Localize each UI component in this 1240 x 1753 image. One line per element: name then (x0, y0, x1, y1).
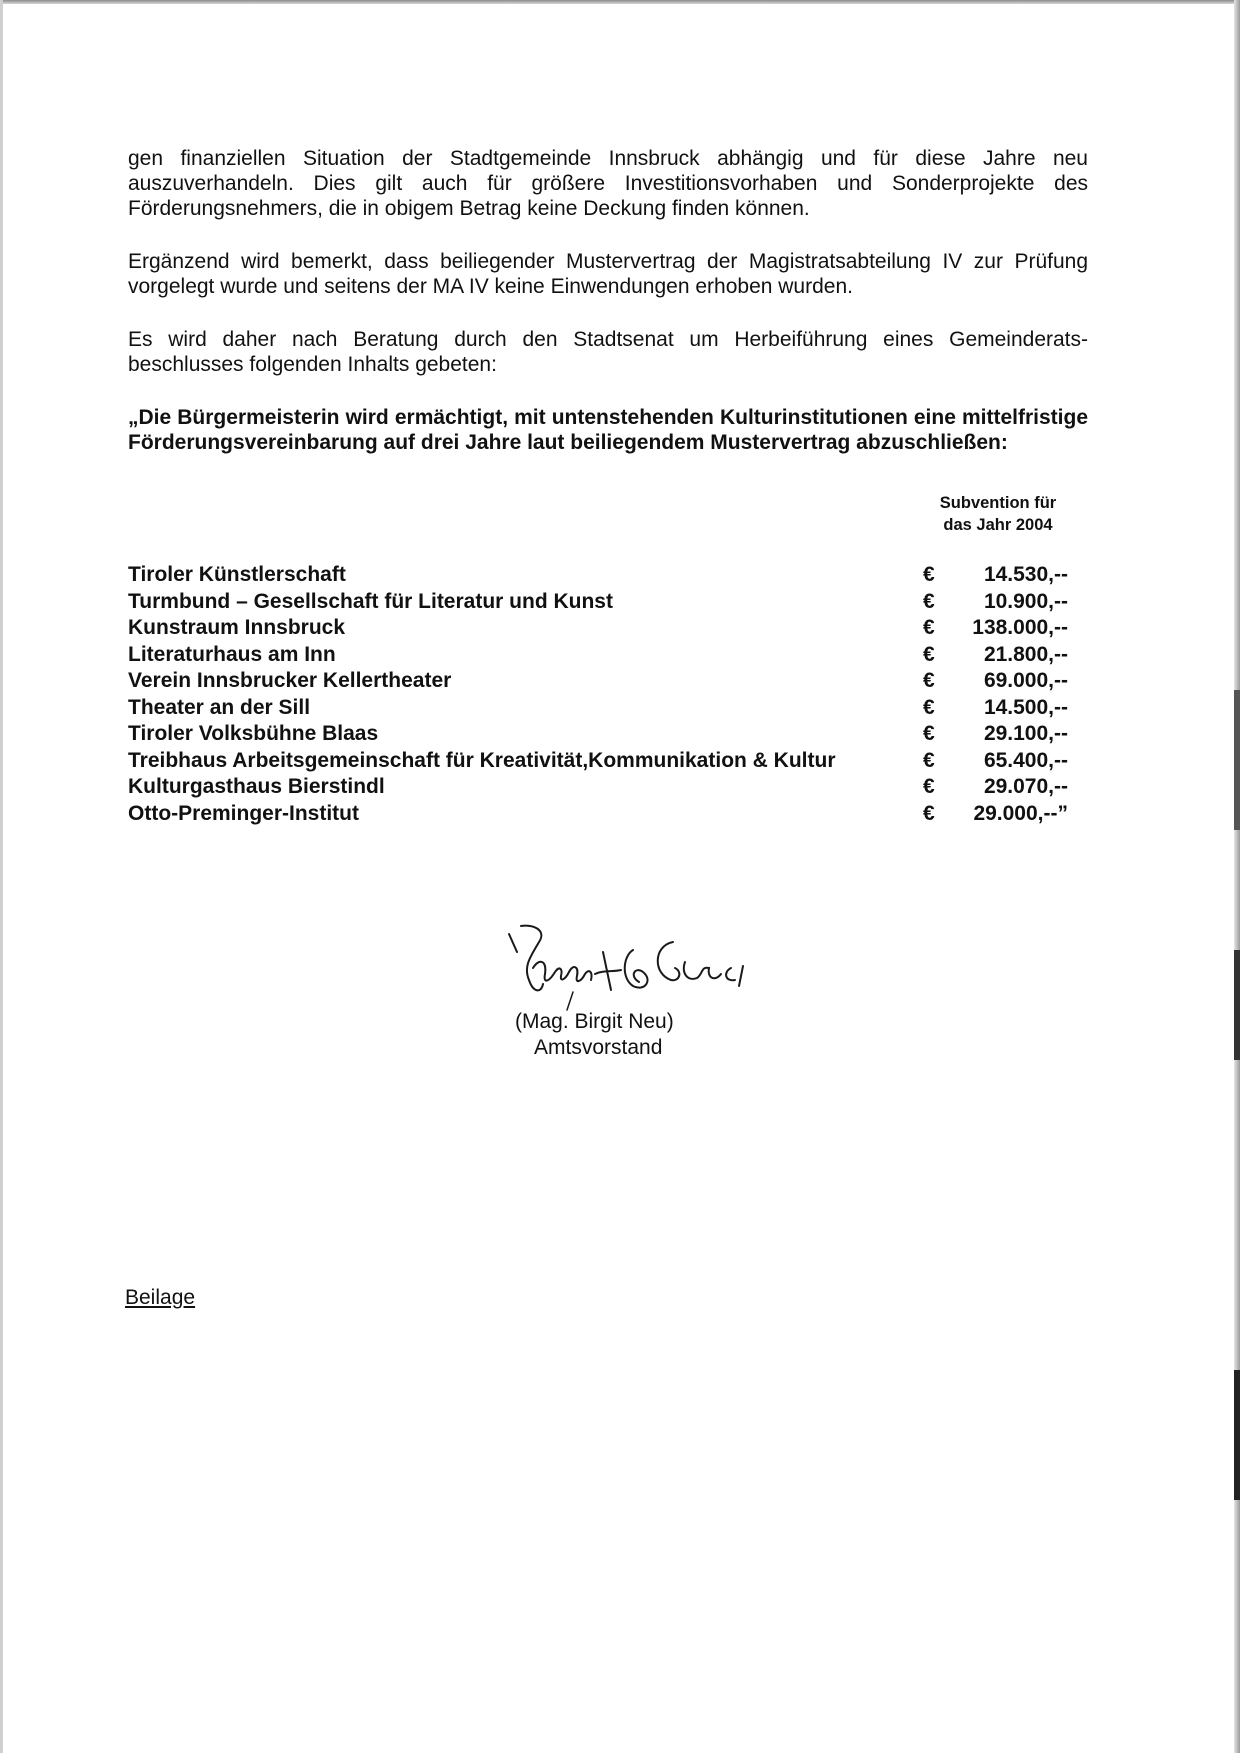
subsidy-amount: 69.000,-- (983, 669, 1068, 692)
attachment-label: Beilage (125, 1286, 196, 1309)
table-row (128, 562, 1088, 589)
scan-streak (1234, 950, 1240, 1060)
scan-streak (1234, 1370, 1240, 1500)
table-row (128, 695, 1088, 722)
paragraph-council-request: Es wird daher nach Beratung durch den Stadtsenat um Herbeiführung eines Gemeinderats-beschlusses folgenden Inhalts gebeten: (128, 328, 1088, 376)
institution-name: Kulturgasthaus Bierstindl (128, 775, 385, 798)
handwritten-signature (503, 922, 763, 1012)
subsidy-amount: 29.000,--” (973, 801, 1068, 825)
signatory-name: (Mag. Birgit Neu) (515, 1010, 674, 1033)
table-row (128, 615, 1088, 642)
institution-name: Theater an der Sill (128, 695, 311, 719)
currency-symbol: € (923, 563, 935, 586)
institution-name: Literaturhaus am Inn (128, 642, 336, 666)
currency-symbol: € (923, 642, 935, 666)
subsidy-table (128, 562, 1088, 827)
currency-symbol: € (923, 801, 935, 825)
table-row (128, 774, 1088, 801)
subsidy-amount: 10.900,-- (983, 589, 1068, 613)
paragraph-contract-review: Ergänzend wird bemerkt, dass beiliegender Mustervertrag der Magistratsabteilung IV zur Prüfung vorgelegt wurde und seitens der MA IV keine Einwendungen erhoben wurden. (128, 250, 1088, 298)
currency-symbol: € (923, 669, 935, 692)
currency-symbol: € (923, 748, 935, 772)
table-row (128, 748, 1088, 775)
subsidy-amount: 21.800,-- (983, 642, 1068, 666)
currency-symbol: € (923, 722, 935, 745)
currency-symbol: € (923, 589, 935, 613)
subsidy-amount: 29.100,-- (983, 722, 1068, 745)
institution-name: Verein Innsbrucker Kellertheater (128, 669, 452, 692)
subsidy-amount: 29.070,-- (983, 775, 1068, 798)
institution-name: Kunstraum Innsbruck (128, 616, 346, 639)
document-page (125, 146, 1088, 1309)
table-row (128, 589, 1088, 616)
table-row (128, 801, 1088, 828)
scan-streak (1234, 690, 1240, 830)
institution-name: Tiroler Künstlerschaft (128, 563, 346, 586)
subsidy-amount: 14.500,-- (983, 695, 1068, 719)
table-row (128, 668, 1088, 695)
subsidy-column-header (908, 492, 1088, 536)
column-header-line1: Subvention für (939, 494, 1057, 512)
currency-symbol: € (923, 695, 935, 719)
column-header-line2: das Jahr 2004 (943, 516, 1053, 534)
signatory-title: Amtsvorstand (534, 1036, 663, 1059)
scan-edge-top (0, 0, 1240, 4)
currency-symbol: € (923, 616, 935, 639)
subsidy-amount: 138.000,-- (972, 616, 1068, 639)
scan-edge-left (0, 0, 3, 1753)
institution-name: Turmbund – Gesellschaft für Literatur und Kunst (128, 589, 613, 613)
table-row (128, 721, 1088, 748)
institution-name: Treibhaus Arbeitsgemeinschaft für Kreativität,Kommunikation & Kultur (128, 748, 836, 772)
institution-name: Tiroler Volksbühne Blaas (128, 722, 379, 745)
paragraph-funding-conditions: gen finanziellen Situation der Stadtgemeinde Innsbruck abhängig und für diese Jahre neu auszuverhandeln. Dies gilt auch für größere Investitionsvorhaben und Sonderprojekte des Förderungsnehmers, die in obigem Betrag keine Deckung finden können. (128, 147, 1088, 220)
subsidy-amount: 65.400,-- (983, 748, 1068, 772)
resolution-text: „Die Bürgermeisterin wird ermächtigt, mit untenstehenden Kulturinstitutionen eine mittelfristige Förderungsvereinbarung auf drei Jahre laut beiliegendem Mustervertrag abzuschließen: (128, 406, 1088, 454)
institution-name: Otto-Preminger-Institut (128, 801, 359, 825)
table-row (128, 642, 1088, 669)
subsidy-amount: 14.530,-- (983, 563, 1068, 586)
currency-symbol: € (923, 775, 935, 798)
